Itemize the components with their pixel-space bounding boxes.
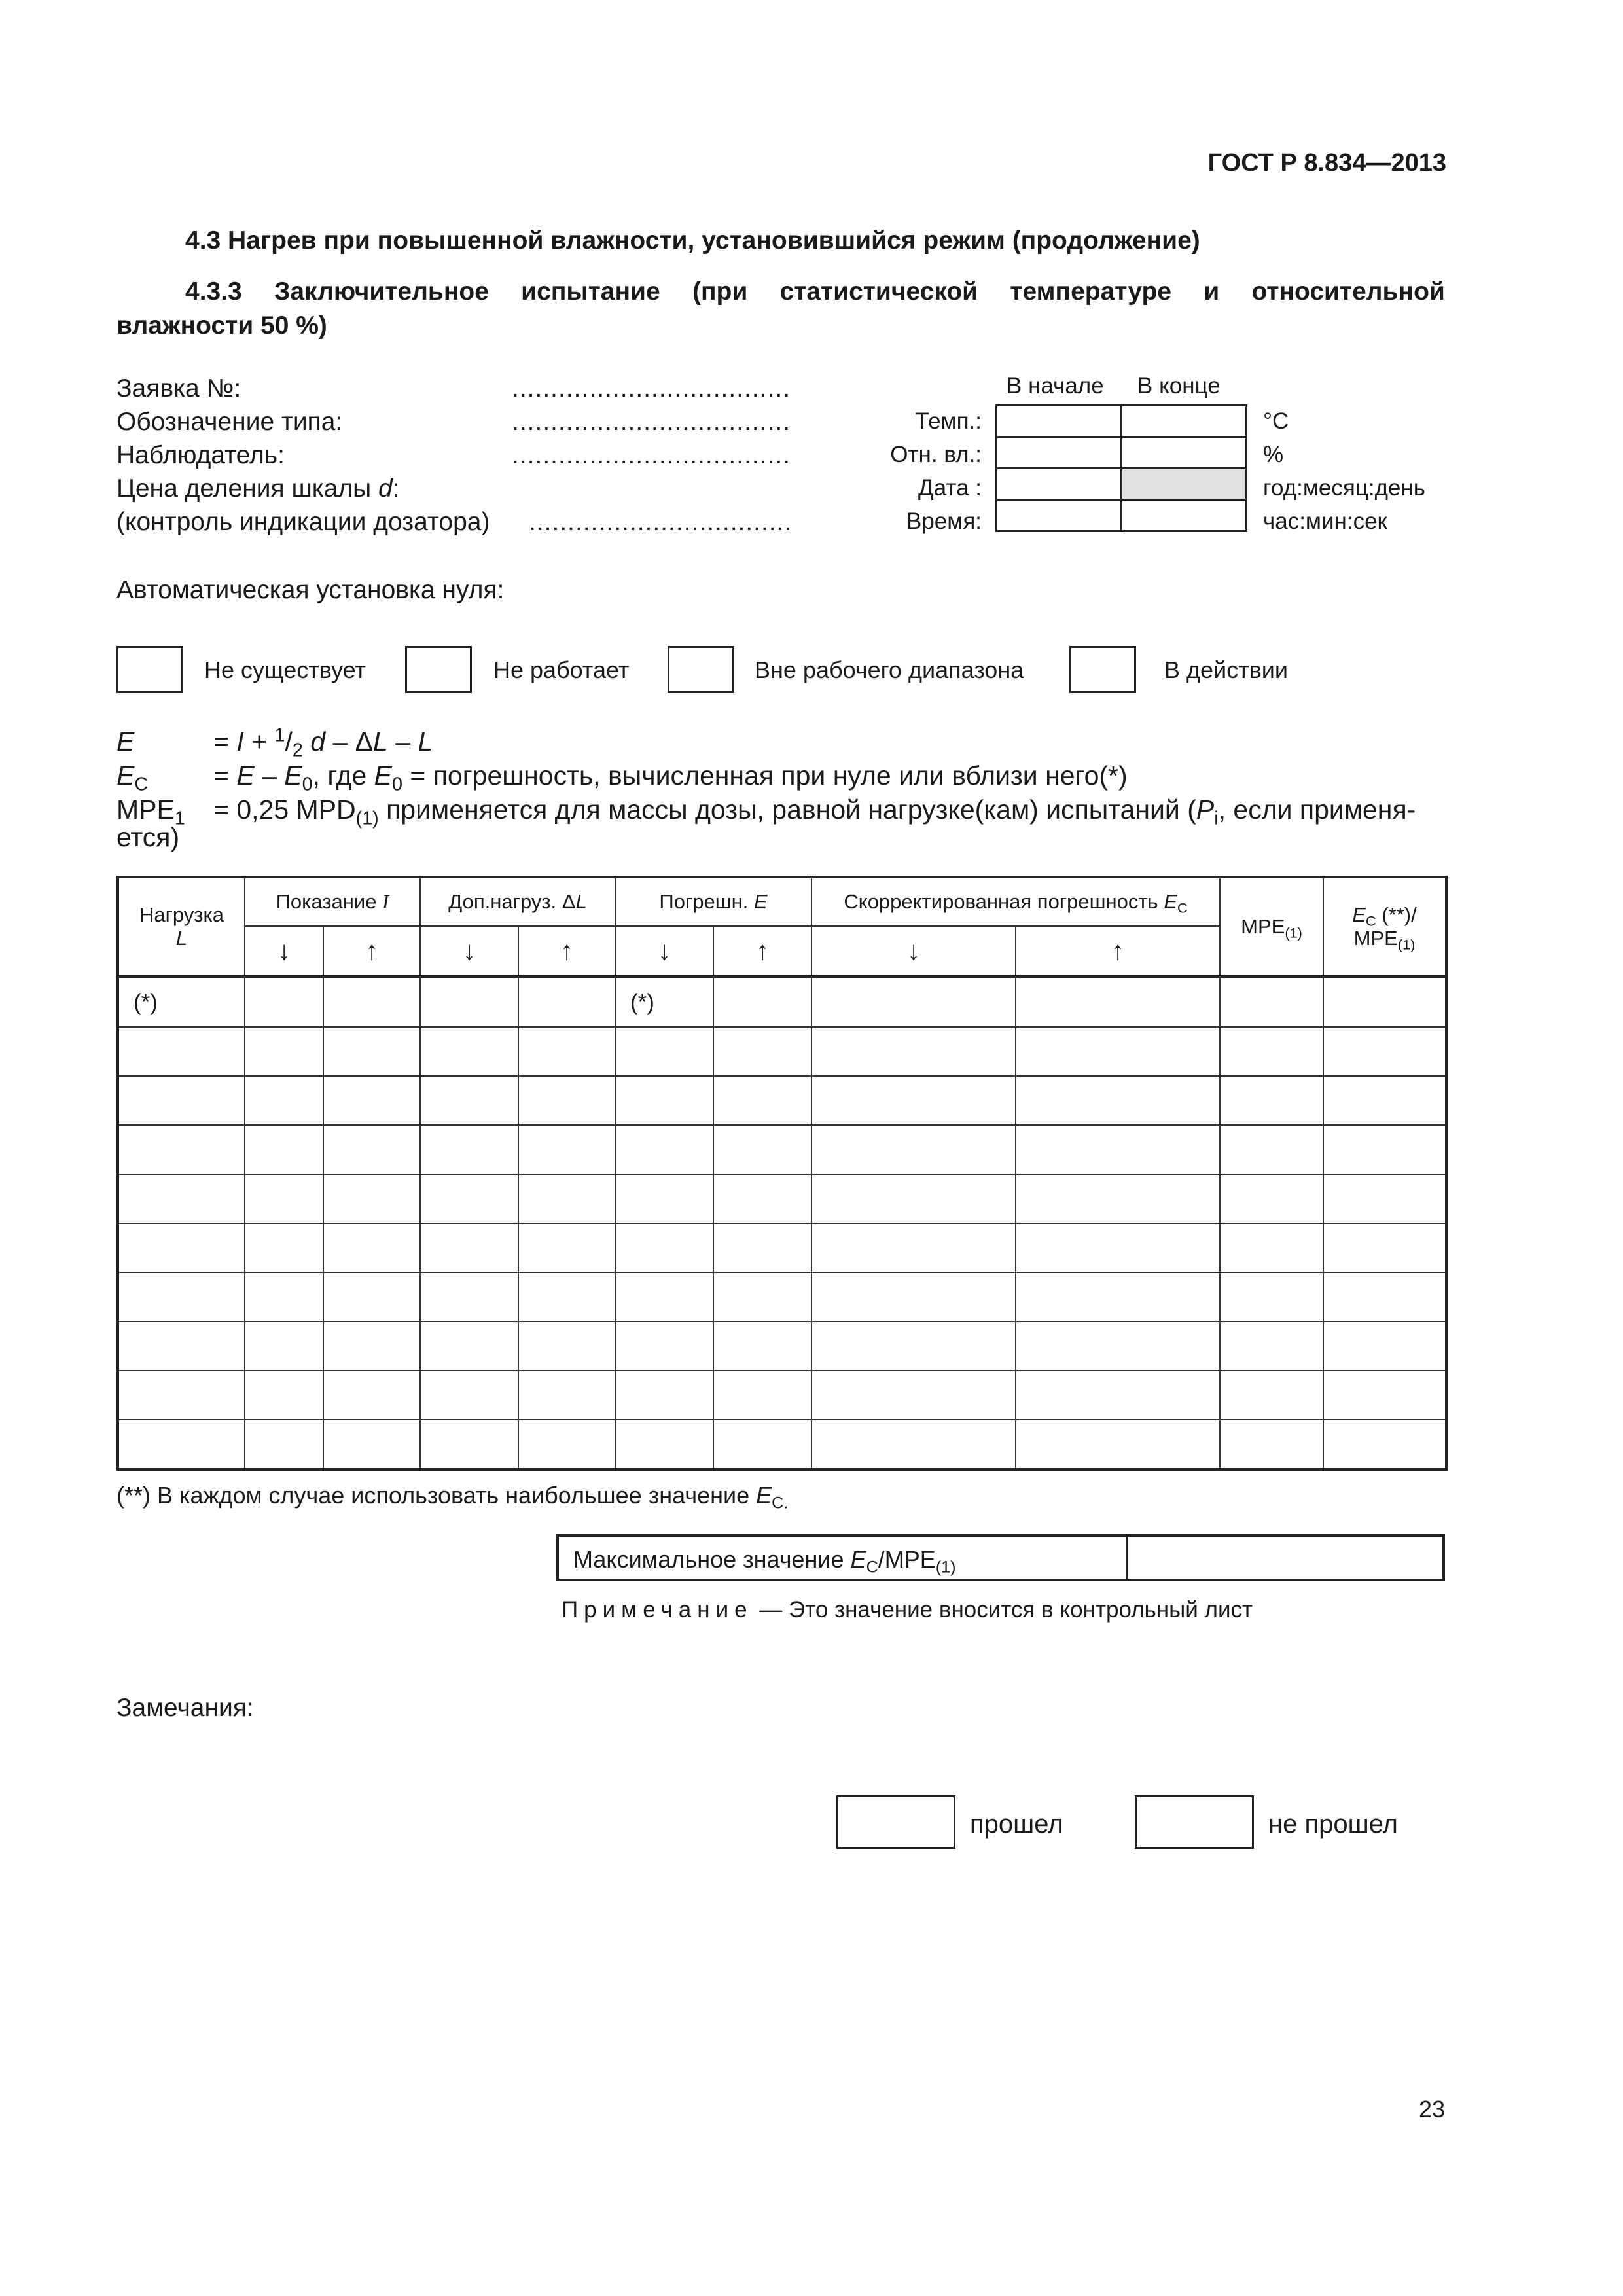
table-cell[interactable] <box>245 1027 323 1076</box>
table-cell[interactable] <box>518 1174 615 1223</box>
table-cell[interactable] <box>812 1272 1016 1321</box>
table-cell[interactable] <box>420 1272 518 1321</box>
subtitle-word: Заключительное <box>274 278 489 306</box>
header-add-load: Доп.нагруз. ΔL <box>420 877 615 926</box>
table-cell[interactable] <box>245 1371 323 1420</box>
table-cell[interactable] <box>1323 977 1446 1028</box>
time-unit: час:мин:сек <box>1263 509 1387 534</box>
table-cell[interactable] <box>518 1223 615 1272</box>
subtitle-word: статистической <box>779 278 978 306</box>
checkbox-active[interactable] <box>1069 646 1136 693</box>
failed-label: не прошел <box>1268 1810 1398 1839</box>
table-cell[interactable] <box>118 1223 245 1272</box>
table-cell[interactable] <box>420 1027 518 1076</box>
table-cell[interactable] <box>1323 1420 1446 1469</box>
table-cell[interactable] <box>245 1223 323 1272</box>
temp-start-cell[interactable] <box>997 406 1122 437</box>
table-cell[interactable] <box>420 1125 518 1174</box>
table-cell[interactable] <box>615 1027 713 1076</box>
table-cell[interactable] <box>812 1321 1016 1371</box>
table-cell[interactable] <box>812 977 1016 1028</box>
info-label-control: (контроль индикации дозатора) <box>116 508 490 536</box>
table-cell[interactable] <box>615 1125 713 1174</box>
header-indication: Показание I <box>245 877 420 926</box>
table-cell[interactable] <box>713 1027 812 1076</box>
table-cell[interactable] <box>713 1321 812 1371</box>
arrow-up-icon: ↑ <box>518 926 615 977</box>
subtitle-word: (при <box>692 278 748 306</box>
table-cell[interactable] <box>713 977 812 1028</box>
header-mpe: $MPE_{(1)}$ <box>1220 877 1323 977</box>
table-cell[interactable] <box>1016 1174 1220 1223</box>
table-cell[interactable] <box>713 1371 812 1420</box>
temp-unit: °C <box>1263 408 1289 434</box>
table-cell[interactable] <box>118 1272 245 1321</box>
table-cell[interactable] <box>812 1174 1016 1223</box>
results-table <box>116 876 1448 1471</box>
formula-mpe: = 0,25 $MPD_{(1)}$ применяется для массы дозы, равной нагрузке(кам) испытаний ($P_i$, если применя- <box>213 795 1416 829</box>
checkbox-passed[interactable] <box>836 1795 955 1849</box>
header-corrected-error: Скорректированная погрешность $E_C$ <box>812 877 1220 926</box>
table-cell[interactable] <box>1323 1027 1446 1076</box>
subtitle-word: и <box>1204 278 1220 306</box>
observer-input[interactable]: .................................... <box>512 441 791 469</box>
humidity-end-cell[interactable] <box>1122 437 1247 469</box>
table-cell[interactable] <box>1323 1272 1446 1321</box>
checkbox-not-exist[interactable] <box>116 646 183 693</box>
date-start-cell[interactable] <box>997 469 1122 500</box>
auto-zero-title: Автоматическая установка нуля: <box>116 576 505 604</box>
header-ratio: $E_C$ (**)/ $MPE_{(1)}$ <box>1323 877 1446 977</box>
table-row <box>118 1027 1446 1076</box>
table-row <box>118 977 1446 1028</box>
table-cell[interactable] <box>323 1174 420 1223</box>
subsection-title-line2: влажности 50 %) <box>116 312 327 340</box>
table-cell[interactable] <box>245 1076 323 1125</box>
table-cell[interactable] <box>1323 1174 1446 1223</box>
table-cell[interactable] <box>1220 1125 1323 1174</box>
humidity-unit: % <box>1263 442 1284 467</box>
table-cell[interactable] <box>245 1420 323 1469</box>
table-cell[interactable] <box>713 1076 812 1125</box>
formula-block <box>116 726 1445 857</box>
table-cell[interactable] <box>1323 1125 1446 1174</box>
table-cell[interactable] <box>1220 1174 1323 1223</box>
checkbox-out-of-range[interactable] <box>668 646 734 693</box>
table-cell[interactable] <box>1016 1420 1220 1469</box>
table-cell[interactable] <box>1016 1027 1220 1076</box>
checkbox-failed[interactable] <box>1135 1795 1254 1849</box>
table-cell[interactable] <box>118 1076 245 1125</box>
table-cell[interactable] <box>615 1174 713 1223</box>
table-row <box>118 1174 1446 1223</box>
table-cell[interactable] <box>1016 977 1220 1028</box>
subtitle-word: 4.3.3 <box>185 278 242 306</box>
table-cell[interactable] <box>323 977 420 1028</box>
table-cell[interactable] <box>420 1076 518 1125</box>
table-cell[interactable] <box>1220 1420 1323 1469</box>
table-cell[interactable] <box>1220 1223 1323 1272</box>
table-cell[interactable] <box>1220 1076 1323 1125</box>
remarks-label: Замечания: <box>116 1694 254 1722</box>
table-cell[interactable] <box>1323 1076 1446 1125</box>
table-cell[interactable] <box>118 1321 245 1371</box>
subtitle-word: относительной <box>1251 278 1445 306</box>
max-value-label: Максимальное значение $E_C/MPE_{(1)}$ <box>573 1546 956 1577</box>
table-cell[interactable] <box>323 1076 420 1125</box>
type-input[interactable]: .................................... <box>512 408 791 436</box>
arrow-up-icon: ↑ <box>323 926 420 977</box>
table-cell[interactable] <box>518 1125 615 1174</box>
formula-mpe-symbol: $MPE_1$ <box>116 795 185 829</box>
table-cell[interactable] <box>812 1076 1016 1125</box>
table-cell[interactable] <box>1016 1371 1220 1420</box>
table-cell[interactable] <box>420 1420 518 1469</box>
table-cell[interactable] <box>245 1125 323 1174</box>
max-value-box <box>556 1534 1445 1581</box>
table-cell[interactable] <box>615 1420 713 1469</box>
col-start-header: В начале <box>1007 373 1104 399</box>
formula-e: = $I + ^1/_2$ d – ΔL – L <box>213 725 433 761</box>
table-row <box>118 1272 1446 1321</box>
table-cell[interactable] <box>812 1125 1016 1174</box>
table-cell[interactable] <box>713 1125 812 1174</box>
temp-label: Темп.: <box>915 408 982 434</box>
subsection-title-line1 <box>116 275 1445 309</box>
table-cell[interactable] <box>323 1125 420 1174</box>
table-cell[interactable] <box>713 1174 812 1223</box>
table-cell[interactable] <box>1323 1371 1446 1420</box>
table-cell[interactable] <box>615 1272 713 1321</box>
page-number: 23 <box>1418 2096 1445 2123</box>
table-cell[interactable] <box>615 1223 713 1272</box>
table-cell[interactable] <box>713 1272 812 1321</box>
table-cell[interactable] <box>1323 1223 1446 1272</box>
arrow-down-icon: ↓ <box>615 926 713 977</box>
table-cell[interactable] <box>615 1371 713 1420</box>
table-cell[interactable] <box>245 1272 323 1321</box>
option-active: В действии <box>1164 656 1288 683</box>
section-title: 4.3 Нагрев при повышенной влажности, установившийся режим (продолжение) <box>185 226 1200 255</box>
table-cell[interactable]: (*) <box>118 977 245 1028</box>
table-cell[interactable] <box>323 1027 420 1076</box>
table-row <box>118 1076 1446 1125</box>
formula-ec: = E – $E_0$, где $E_0$ = погрешность, вычисленная при нуле или вблизи него(*) <box>213 761 1128 795</box>
table-cell[interactable] <box>420 1371 518 1420</box>
table-row <box>118 1321 1446 1371</box>
table-cell[interactable] <box>518 1371 615 1420</box>
table-cell[interactable] <box>518 1420 615 1469</box>
subsection-title <box>116 275 1445 343</box>
date-label: Дата : <box>918 475 982 501</box>
note <box>562 1597 1253 1623</box>
table-cell[interactable] <box>1220 1027 1323 1076</box>
option-not-working: Не работает <box>493 656 630 683</box>
table-cell[interactable] <box>518 977 615 1028</box>
table-cell[interactable] <box>518 1027 615 1076</box>
humidity-start-cell[interactable] <box>997 437 1122 469</box>
table-cell[interactable] <box>1220 1321 1323 1371</box>
table-cell[interactable] <box>420 1321 518 1371</box>
table-cell[interactable] <box>1220 977 1323 1028</box>
table-cell[interactable] <box>323 1420 420 1469</box>
header-error: Погрешн. E <box>615 877 812 926</box>
standard-number: ГОСТ Р 8.834—2013 <box>1207 149 1446 177</box>
arrow-down-icon: ↓ <box>245 926 323 977</box>
table-cell[interactable] <box>518 1272 615 1321</box>
table-cell[interactable] <box>1323 1321 1446 1371</box>
table-cell[interactable]: (*) <box>615 977 713 1028</box>
table-cell[interactable] <box>1016 1223 1220 1272</box>
col-end-header: В конце <box>1137 373 1221 399</box>
table-cell[interactable] <box>245 1174 323 1223</box>
table-cell[interactable] <box>812 1223 1016 1272</box>
time-label: Время: <box>906 509 982 534</box>
table-row <box>118 1125 1446 1174</box>
table-row <box>118 1223 1446 1272</box>
table-cell[interactable] <box>245 1321 323 1371</box>
date-unit: год:месяц:день <box>1263 475 1426 501</box>
info-label-scale: Цена деления шкалы d: <box>116 475 400 503</box>
table-cell[interactable] <box>812 1420 1016 1469</box>
table-cell[interactable] <box>118 1174 245 1223</box>
control-input[interactable]: .................................. <box>529 508 793 536</box>
arrow-up-icon: ↑ <box>713 926 812 977</box>
time-start-cell[interactable] <box>997 500 1122 531</box>
table-cell[interactable] <box>812 1371 1016 1420</box>
formula-mpe-cont: ется) <box>116 822 180 852</box>
table-row <box>118 1371 1446 1420</box>
table-cell[interactable] <box>323 1321 420 1371</box>
table-cell[interactable] <box>615 1321 713 1371</box>
table-cell[interactable] <box>323 1223 420 1272</box>
table-cell[interactable] <box>118 1027 245 1076</box>
table-cell[interactable] <box>1016 1125 1220 1174</box>
option-out-of-range: Вне рабочего диапазона <box>755 656 1024 683</box>
table-cell[interactable] <box>1220 1272 1323 1321</box>
table-cell[interactable] <box>713 1223 812 1272</box>
note-prefix: Примечание <box>562 1597 753 1623</box>
arrow-up-icon: ↑ <box>1016 926 1220 977</box>
table-cell[interactable] <box>713 1420 812 1469</box>
info-label-request: Заявка №: <box>116 374 241 403</box>
arrow-down-icon: ↓ <box>812 926 1016 977</box>
note-text: — Это значение вносится в контрольный лист <box>759 1597 1253 1623</box>
passed-label: прошел <box>970 1810 1063 1839</box>
checkbox-not-working[interactable] <box>405 646 472 693</box>
results-table-body <box>118 977 1446 1470</box>
table-cell[interactable] <box>420 1174 518 1223</box>
temp-end-cell[interactable] <box>1122 406 1247 437</box>
table-cell[interactable] <box>1016 1076 1220 1125</box>
max-value-divider <box>1126 1537 1128 1579</box>
table-cell[interactable] <box>420 977 518 1028</box>
table-cell[interactable] <box>1016 1321 1220 1371</box>
conditions-table <box>995 404 1247 532</box>
table-cell[interactable] <box>812 1027 1016 1076</box>
table-cell[interactable] <box>420 1223 518 1272</box>
table-cell[interactable] <box>1220 1371 1323 1420</box>
formula-ec-symbol: $E_C$ <box>116 761 149 795</box>
time-end-cell[interactable] <box>1122 500 1247 531</box>
arrow-down-icon: ↓ <box>420 926 518 977</box>
date-end-cell[interactable] <box>1122 469 1247 500</box>
footnote: (**) В каждом случае использовать наибольшее значение $E_{C.}$ <box>116 1482 789 1513</box>
table-cell[interactable] <box>1016 1272 1220 1321</box>
table-cell[interactable] <box>245 977 323 1028</box>
subtitle-word: испытание <box>521 278 660 306</box>
formula-e-symbol: E <box>116 726 135 757</box>
header-load: Нагрузка L <box>118 877 245 977</box>
subtitle-word: температуре <box>1010 278 1172 306</box>
info-label-observer: Наблюдатель: <box>116 441 285 469</box>
table-cell[interactable] <box>518 1321 615 1371</box>
table-cell[interactable] <box>518 1076 615 1125</box>
table-cell[interactable] <box>118 1125 245 1174</box>
info-label-type: Обозначение типа: <box>116 408 343 436</box>
request-input[interactable]: .................................... <box>512 374 791 403</box>
option-not-exist: Не существует <box>204 656 366 683</box>
table-cell[interactable] <box>323 1272 420 1321</box>
table-cell[interactable] <box>118 1371 245 1420</box>
table-cell[interactable] <box>118 1420 245 1469</box>
table-cell[interactable] <box>615 1076 713 1125</box>
table-cell[interactable] <box>323 1371 420 1420</box>
humidity-label: Отн. вл.: <box>890 442 982 467</box>
table-row <box>118 1420 1446 1469</box>
